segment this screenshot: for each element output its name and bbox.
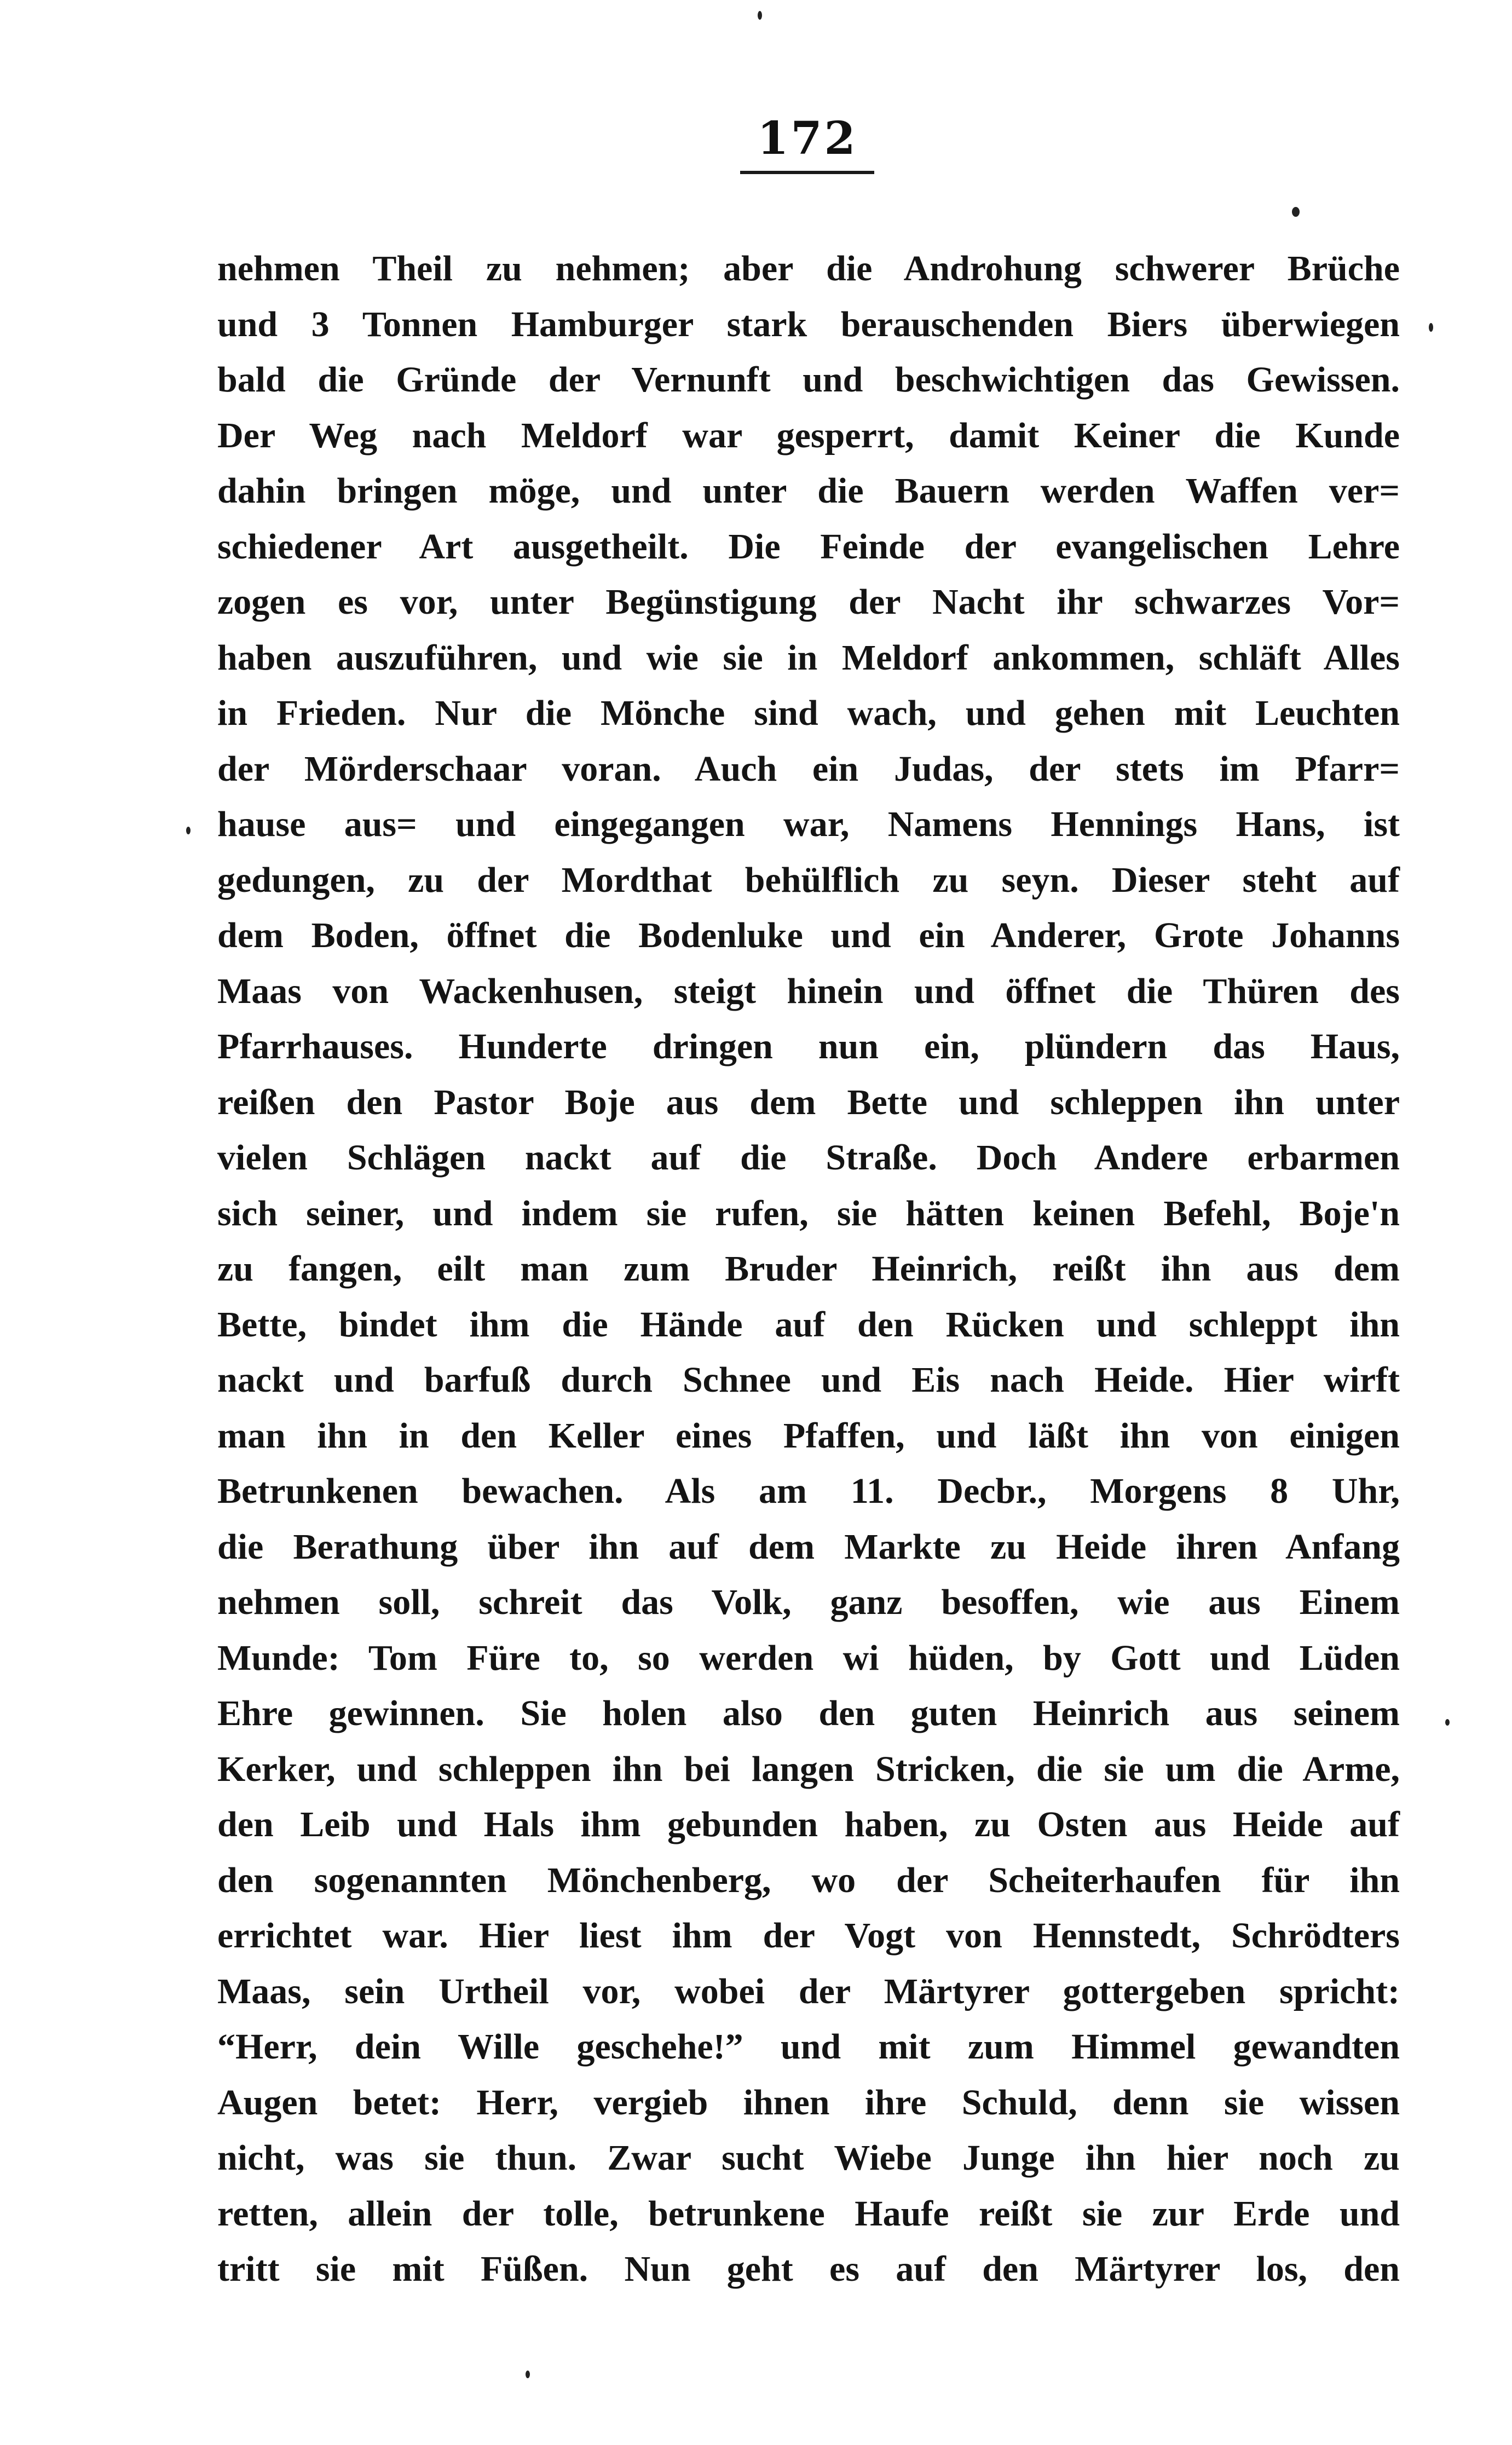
text-line: tritt sie mit Füßen. Nun geht es auf den Märtyrer los, den — [217, 2249, 1400, 2289]
header-rule — [740, 171, 874, 174]
text-line: den sogenannten Mönchenberg, wo der Scheiterhaufen für ihn — [217, 1860, 1400, 1900]
text-line: Kerker, und schleppen ihn bei langen Stricken, die sie um die Arme, — [217, 1749, 1400, 1789]
text-line: Augen betet: Herr, vergieb ihnen ihre Schuld, denn sie wissen — [217, 2082, 1400, 2123]
body-text — [217, 241, 1400, 2297]
text-line: nackt und barfuß durch Schnee und Eis nach Heide. Hier wirft — [217, 1360, 1400, 1400]
text-line: Bette, bindet ihm die Hände auf den Rücken und schleppt ihn — [217, 1304, 1400, 1345]
text-line: retten, allein der tolle, betrunkene Haufe reißt sie zur Erde und — [217, 2193, 1400, 2234]
text-line: nehmen soll, schreit das Volk, ganz besoffen, wie aus Einem — [217, 1582, 1400, 1622]
text-line: zu fangen, eilt man zum Bruder Heinrich, reißt ihn aus dem — [217, 1249, 1400, 1289]
text-line: hause aus= und eingegangen war, Namens Hennings Hans, ist — [217, 804, 1400, 844]
text-line: vielen Schlägen nackt auf die Straße. Doch Andere erbarmen — [217, 1138, 1400, 1178]
page-number: 172 — [757, 112, 858, 165]
speck — [186, 827, 191, 834]
text-line: Pfarrhauses. Hunderte dringen nun ein, plündern das Haus, — [217, 1027, 1400, 1066]
text-line: haben auszuführen, und wie sie in Meldorf ankommen, schläft Alles — [217, 637, 1400, 678]
text-line: zogen es vor, unter Begünstigung der Nacht ihr schwarzes Vor= — [217, 582, 1400, 622]
text-line: und 3 Tonnen Hamburger stark berauschenden Biers überwiegen — [217, 304, 1400, 344]
text-line: gedungen, zu der Mordthat behülflich zu seyn. Dieser steht auf — [217, 860, 1400, 900]
text-line: Der Weg nach Meldorf war gesperrt, damit Keiner die Kunde — [217, 415, 1400, 455]
text-line: reißen den Pastor Boje aus dem Bette und schleppen ihn unter — [217, 1082, 1400, 1122]
text-line: Munde: Tom Füre to, so werden wi hüden, by Gott und Lüden — [217, 1637, 1400, 1678]
text-line: der Mörderschaar voran. Auch ein Judas, der stets im Pfarr= — [217, 748, 1400, 789]
speck — [1429, 323, 1433, 332]
text-line: Betrunkenen bewachen. Als am 11. Decbr., Morgens 8 Uhr, — [217, 1471, 1400, 1511]
text-line: Maas von Wackenhusen, steigt hinein und öffnet die Thüren des — [217, 971, 1400, 1011]
text-line: errichtet war. Hier liest ihm der Vogt von Hennstedt, Schrödters — [217, 1916, 1400, 1956]
speck — [758, 11, 762, 20]
text-line: dem Boden, öffnet die Bodenluke und ein Anderer, Grote Johanns — [217, 915, 1400, 955]
text-line: Ehre gewinnen. Sie holen also den guten Heinrich aus seinem — [217, 1693, 1400, 1733]
text-line: “Herr, dein Wille geschehe!” und mit zum Himmel gewandten — [217, 2027, 1400, 2067]
text-line: den Leib und Hals ihm gebunden haben, zu Osten aus Heide auf — [217, 1804, 1400, 1844]
text-line: bald die Gründe der Vernunft und beschwichtigen das Gewissen. — [217, 360, 1400, 400]
text-line: schiedener Art ausgetheilt. Die Feinde der evangelischen Lehre — [217, 526, 1400, 567]
speck — [1445, 1719, 1450, 1726]
text-line: die Berathung über ihn auf dem Markte zu Heide ihren Anfang — [217, 1526, 1400, 1567]
text-line: sich seiner, und indem sie rufen, sie hätten keinen Befehl, Boje'n — [217, 1193, 1400, 1233]
speck — [1292, 207, 1300, 217]
text-line: in Frieden. Nur die Mönche sind wach, und gehen mit Leuchten — [217, 693, 1400, 733]
text-line: man ihn in den Keller eines Pfaffen, und läßt ihn von einigen — [217, 1415, 1400, 1456]
text-line: nicht, was sie thun. Zwar sucht Wiebe Junge ihn hier noch zu — [217, 2138, 1400, 2178]
text-line: nehmen Theil zu nehmen; aber die Androhung schwerer Brüche — [217, 249, 1400, 289]
text-line: Maas, sein Urtheil vor, wobei der Märtyrer gottergeben spricht: — [217, 1971, 1400, 2011]
speck — [526, 2371, 530, 2378]
text-line: dahin bringen möge, und unter die Bauern werden Waffen ver= — [217, 471, 1400, 511]
